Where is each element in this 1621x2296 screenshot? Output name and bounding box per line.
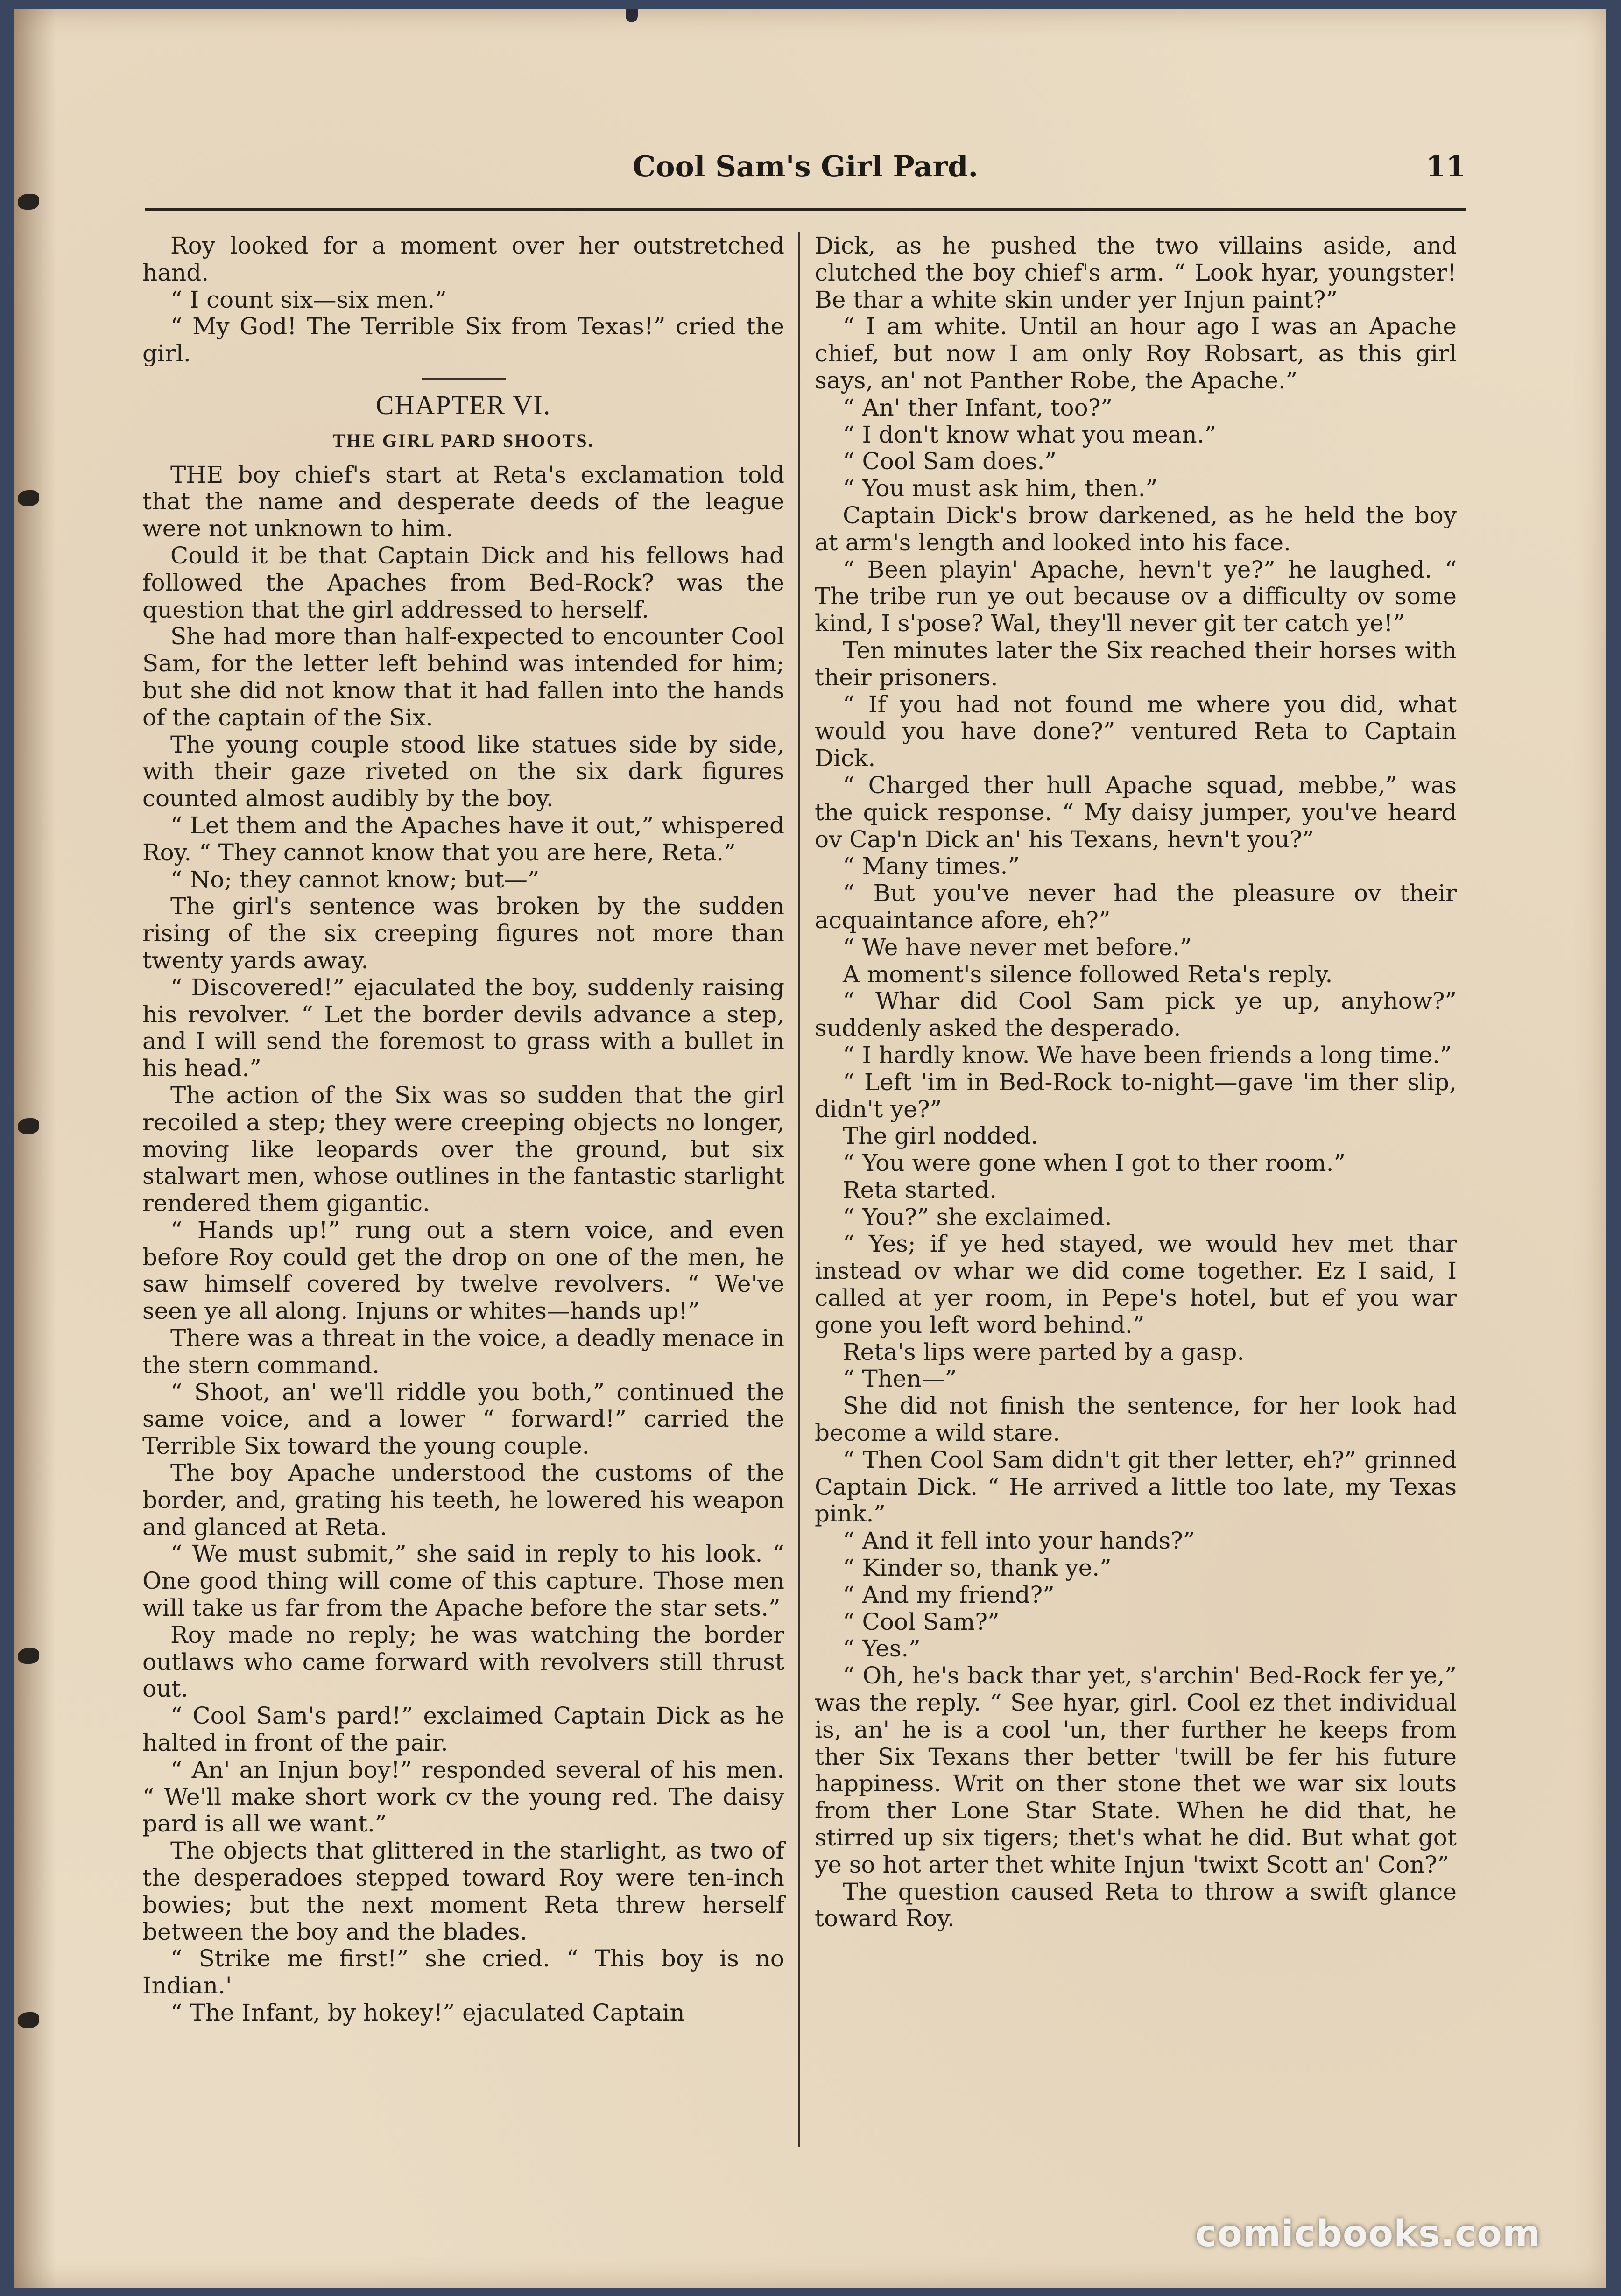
paragraph: “ Charged ther hull Apache squad, mebbe,” was the quick response. “ My daisy jumper, you've heard ov Cap'n Dick an' his Texans, hevn't you?”: [815, 771, 1457, 853]
paragraph: She did not finish the sentence, for her look had become a wild stare.: [815, 1392, 1457, 1447]
paragraph: “ Cool Sam's pard!” exclaimed Captain Dick as he halted in front of the pair.: [142, 1702, 784, 1757]
running-header: [145, 149, 1466, 205]
paragraph: “ Hands up!” rung out a stern voice, and even before Roy could get the drop on one of the men, he saw himself covered by twelve revolvers. “ We've seen ye all along. Injuns or whites—hands up!”: [142, 1216, 784, 1325]
paragraph: “ Kinder so, thank ye.”: [843, 1554, 1112, 1582]
paragraph: “ An' ther Infant, too?”: [843, 394, 1113, 421]
paragraph: The boy Apache understood the customs of the border, and, grating his teeth, he lowered his weapon and glanced at Reta.: [142, 1459, 784, 1541]
paragraph: “ You must ask him, then.”: [843, 475, 1158, 502]
binding-hole: [18, 490, 39, 506]
paragraph: “ Shoot, an' we'll riddle you both,” continued the same voice, and a lower “ forward!” carried the Terrible Six toward the young couple.: [142, 1378, 784, 1460]
paragraph: Roy looked for a moment over her outstretched hand.: [142, 232, 784, 286]
chapter-title: CHAPTER VI.: [375, 389, 551, 420]
paragraph: “ If you had not found me where you did, what would you have done?” ventured Reta to Captain Dick.: [815, 690, 1457, 772]
paragraph: The objects that glittered in the starlight, as two of the desperadoes stepped toward Roy were ten-inch bowies; but the next moment Reta threw herself between the boy and the blades.: [142, 1837, 784, 1945]
paragraph: “ Yes; if ye hed stayed, we would hev met thar instead ov whar we did come together. Ez I said, I called at yer room, in Pepe's hotel, but ef you war gone you left word behind.”: [815, 1230, 1457, 1338]
paragraph: “ Whar did Cool Sam pick ye up, anyhow?” suddenly asked the desperado.: [815, 987, 1457, 1042]
paragraph: “ Discovered!” ejaculated the boy, suddenly raising his revolver. “ Let the border devils advance a step, and I will send the foremost to grass with a bullet in his head.”: [142, 973, 784, 1082]
paragraph: The question caused Reta to throw a swift glance toward Roy.: [815, 1878, 1457, 1932]
binding-hole: [18, 2012, 39, 2028]
paragraph: “ The Infant, by hokey!” ejaculated Captain: [170, 1999, 685, 2026]
paragraph: “ No; they cannot know; but—”: [170, 866, 540, 893]
paragraph: “ I hardly know. We have been friends a long time.”: [843, 1041, 1452, 1069]
paragraph: “ An' an Injun boy!” responded several of his men. “ We'll make short work cv the young red. The daisy pard is all we want.”: [142, 1756, 784, 1838]
paragraph: “ We have never met before.”: [843, 933, 1192, 961]
paragraph: “ Yes.”: [843, 1635, 921, 1662]
paragraph: “ My God! The Terrible Six from Texas!” cried the girl.: [142, 313, 784, 367]
binding-hole: [18, 1118, 39, 1134]
paragraph: She had more than half-expected to encounter Cool Sam, for the letter left behind was intended for him; but she did not know that it had fallen into the hands of the captain of the Six.: [142, 623, 784, 731]
binding-hole: [18, 194, 39, 210]
page-tear: [626, 9, 638, 22]
paragraph: “ Left 'im in Bed-Rock to-night—gave 'im ther slip, didn't ye?”: [815, 1068, 1457, 1123]
column-divider: [798, 232, 800, 2147]
running-title: Cool Sam's Girl Pard.: [632, 149, 979, 183]
paragraph: “ Cool Sam?”: [843, 1608, 1000, 1635]
paragraph: Roy made no reply; he was watching the border outlaws who came forward with revolvers still thrust out.: [142, 1621, 784, 1703]
paragraph: “ And it fell into your hands?”: [843, 1527, 1195, 1555]
binding-shadow: [14, 9, 56, 2288]
paragraph: “ But you've never had the pleasure ov their acquaintance afore, eh?”: [815, 880, 1457, 934]
binding-hole: [18, 1648, 39, 1664]
paragraph: The action of the Six was so sudden that the girl recoiled a step; they were creeping objects no longer, moving like leopards over the ground, but six stalwart men, whose outlines in the fantastic starlight rendered them gigantic.: [142, 1081, 784, 1217]
paragraph: “ I don't know what you mean.”: [843, 421, 1217, 448]
paragraph: The girl nodded.: [843, 1122, 1038, 1150]
paragraph: “ I am white. Until an hour ago I was an Apache chief, but now I am only Roy Robsart, as this girl says, an' not Panther Robe, the Apache.”: [815, 313, 1457, 394]
paragraph: “ Cool Sam does.”: [843, 448, 1057, 475]
paragraph: Dick, as he pushed the two villains aside, and clutched the boy chief's arm. “ Look hyar, youngster! Be thar a white skin under yer Injun paint?”: [815, 232, 1457, 313]
paragraph: There was a threat in the voice, a deadly menace in the stern command.: [142, 1324, 784, 1379]
paragraph: “ Let them and the Apaches have it out,” whispered Roy. “ They cannot know that you are here, Reta.”: [142, 811, 784, 866]
paragraph: “ You?” she exclaimed.: [843, 1203, 1112, 1231]
paragraph: “ Many times.”: [843, 852, 1020, 880]
paragraph: Ten minutes later the Six reached their horses with their prisoners.: [815, 636, 1457, 691]
paragraph: “ We must submit,” she said in reply to his look. “ One good thing will come of this capture. Those men will take us far from the Apache before the star sets.”: [142, 1540, 784, 1622]
right-column: [815, 232, 1457, 1932]
header-rule: [145, 208, 1466, 211]
paragraph: “ You were gone when I got to ther room.”: [843, 1149, 1346, 1177]
paragraph: “ I count six—six men.”: [170, 286, 447, 313]
paragraph: Reta started.: [843, 1176, 997, 1204]
paragraph: “ Been playin' Apache, hevn't ye?” he laughed. “ The tribe run ye out because ov a difficulty ov some kind, I s'pose? Wal, they'll never git ter catch ye!”: [815, 556, 1457, 637]
section-rule: [422, 378, 506, 380]
paragraph: The girl's sentence was broken by the sudden rising of the six creeping figures not more than twenty yards away.: [142, 893, 784, 974]
watermark: comicbooks.com: [1195, 2213, 1541, 2255]
paragraph: “ And my friend?”: [843, 1581, 1055, 1608]
left-column: [142, 232, 784, 2027]
paragraph: “ Strike me first!” she cried. “ This boy is no Indian.': [142, 1945, 784, 2000]
paragraph: A moment's silence followed Reta's reply.: [843, 960, 1333, 988]
chapter-subtitle: THE GIRL PARD SHOOTS.: [332, 430, 594, 451]
paragraph: “ Then Cool Sam didn't git ther letter, eh?” grinned Captain Dick. “ He arrived a little too late, my Texas pink.”: [815, 1446, 1457, 1528]
paragraph: The young couple stood like statues side by side, with their gaze riveted on the six dark figures counted almost audibly by the boy.: [142, 731, 784, 812]
paragraph: “ Oh, he's back thar yet, s'archin' Bed-Rock fer ye,” was the reply. “ See hyar, girl. Cool ez thet individual is, an' he is a cool 'un, ther further he keeps from ther Six Texans ther better 'twill be fer his future happiness. Writ on ther stone thet we war six louts from ther Lone Star State. When he did that, he stirred up six tigers; thet's what he did. But what got ye so hot arter thet white Injun 'twixt Scott an' Con?”: [815, 1662, 1457, 1878]
page-number: 11: [1425, 149, 1466, 183]
paragraph: THE boy chief's start at Reta's exclamation told that the name and desperate deeds of the league were not unknown to him.: [142, 461, 784, 542]
paragraph: Reta's lips were parted by a gasp.: [843, 1338, 1245, 1366]
paragraph: Could it be that Captain Dick and his fellows had followed the Apaches from Bed-Rock? was the question that the girl addressed to herself.: [142, 542, 784, 623]
paragraph: Captain Dick's brow darkened, as he held the boy at arm's length and looked into his face.: [815, 501, 1457, 556]
paragraph: “ Then—”: [843, 1365, 957, 1393]
